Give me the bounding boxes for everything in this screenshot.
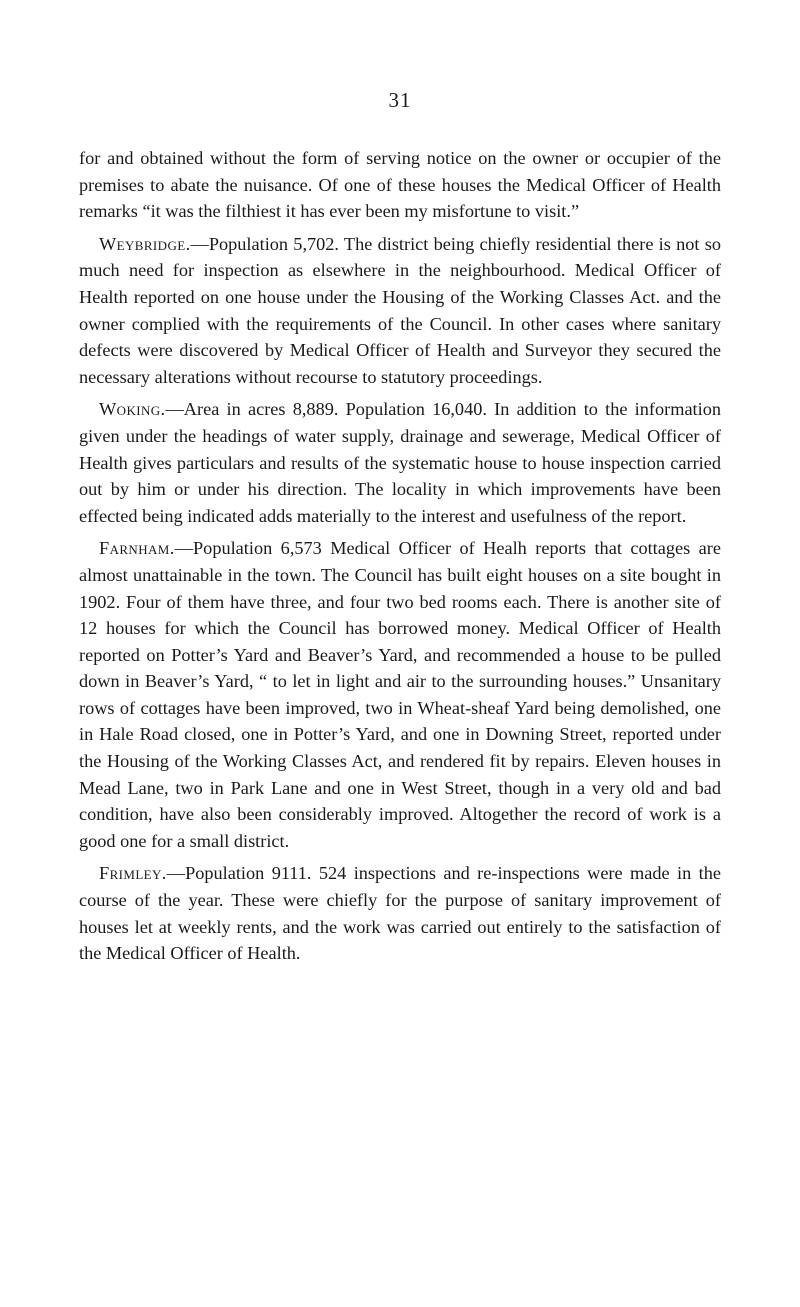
page-number: 31	[388, 88, 412, 112]
district-heading-woking: Woking.	[99, 399, 166, 420]
paragraph-body: —Area in acres 8,889. Population 16,040. In addition to the information given under the headings of water supply, drainage and sewerage, Medical Officer of Health gives particulars and results of the systematic house to house inspection carried out by him or under his direction. The locality in which improvements have been effected being indicated adds materially to the interest and usefulness of the report.	[79, 399, 721, 526]
paragraph-body: —Population 5,702. The district being chiefly residential there is not so much need for inspection as elsewhere in the neighbourhood. Medical Officer of Health reported on one house under the Housing of the Working Classes Act. and the owner complied with the requirements of the Council. In other cases where sanitary defects were discovered by Medical Officer of Health and Surveyor they secured the necessary alterations without recourse to statutory proceedings.	[79, 233, 721, 387]
paragraph-body: —Population 9111. 524 inspections and re-inspections were made in the course of the year. These were chiefly for the purpose of sanitary improvement of houses let at weekly rents, and the work was carried out entirely to the satisfaction of the Medical Officer of Health.	[79, 863, 721, 964]
paragraph-body: for and obtained without the form of serving notice on the owner or occupier of the premises to abate the nuisance. Of one of these houses the Medical Officer of Health remarks “it was the filthiest it has ever been my misfortune to visit.”	[79, 148, 721, 222]
paragraph-weybridge	[79, 231, 721, 391]
district-heading-frimley: Frimley.	[99, 863, 167, 884]
text-column	[79, 145, 721, 967]
paragraph-frimley	[79, 860, 721, 966]
paragraph-farnham	[79, 535, 721, 854]
paragraph-body: —Population 6,573 Medical Officer of Healh reports that cottages are almost unattainable in the town. The Council has built eight houses on a site bought in 1902. Four of them have three, and four two bed rooms each. There is another site of 12 houses for which the Council has borrowed money. Medical Officer of Health reported on Potter’s Yard and Beaver’s Yard, and recommended a house to be pulled down in Beaver’s Yard, “ to let in light and air to the surrounding houses.” Unsanitary rows of cottages have been improved, two in Wheat-sheaf Yard being demolished, one in Hale Road closed, one in Potter’s Yard, and one in Downing Street, reported under the Housing of the Working Classes Act, and rendered fit by repairs. Eleven houses in Mead Lane, two in Park Lane and one in West Street, though in a very old and bad condition, have also been considerably improved. Altogether the record of work is a good one for a small district.	[79, 538, 721, 851]
district-heading-weybridge: Weybridge.	[99, 233, 191, 254]
paragraph-continuation	[79, 145, 721, 225]
paragraph-woking	[79, 396, 721, 529]
district-heading-farnham: Farnham.	[99, 538, 175, 559]
